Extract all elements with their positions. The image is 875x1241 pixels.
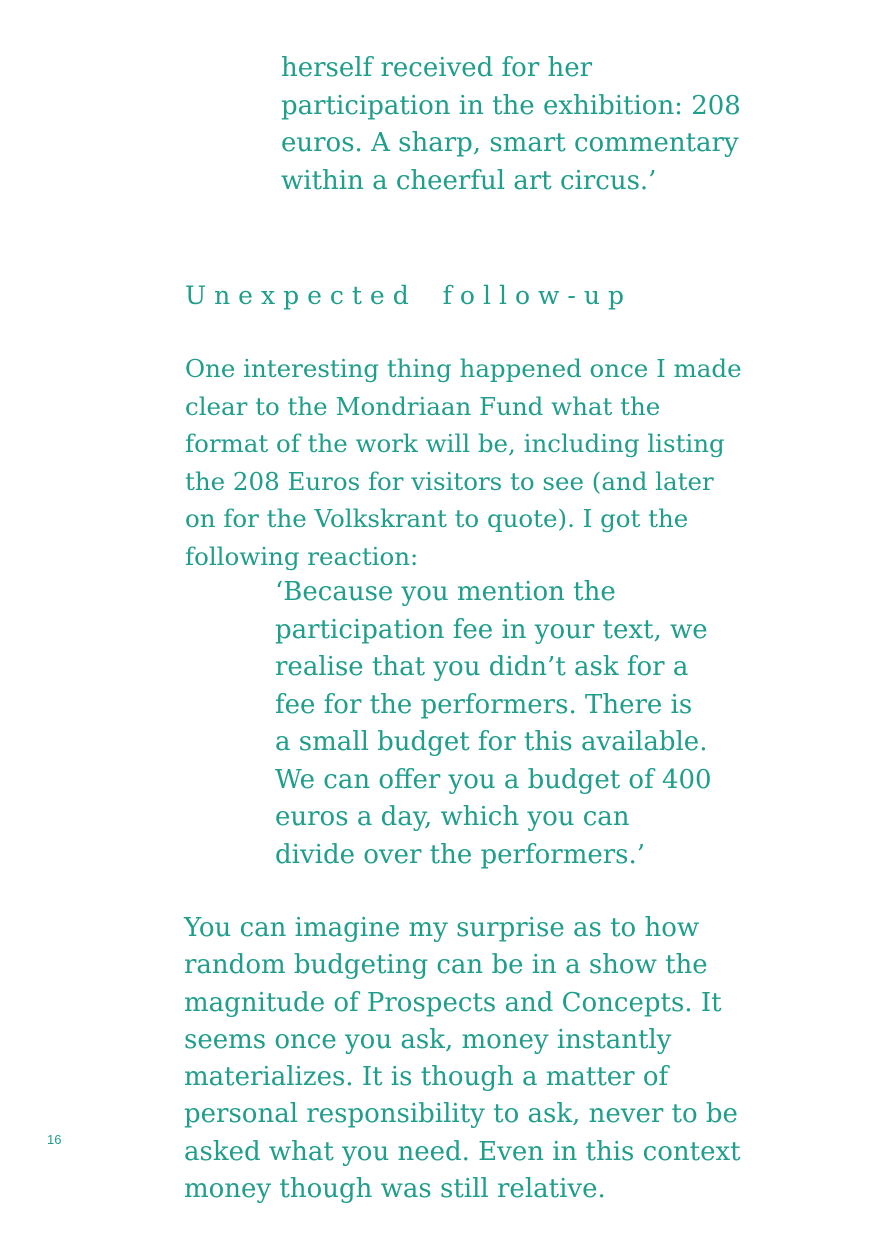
body-paragraph-1: One interesting thing happened once I made clear to the Mondriaan Fund what the format of the work will be, including listing the 208 Euros for visitors to see (and later on for the Volkskrant to quote). I got the following reaction: — [185, 354, 742, 571]
section-heading: Unexpected follow-up — [185, 281, 632, 310]
body-paragraph-2: You can imagine my surprise as to how random budgeting can be in a show the magnitude of Prospects and Concepts. It seems once you ask, money instantly materializes. It is though a matter of personal responsibility to ask, never to be asked what you need. Even in this context money though was still relative. — [184, 913, 741, 1205]
page-number: 16 — [47, 1132, 62, 1147]
block-quote-continued: herself received for her participation in the exhibition: 208 euros. A sharp, smart commentary within a cheerful art circus.’ — [281, 53, 741, 196]
block-quote: ‘Because you mention the participation fee in your text, we realise that you didn’t ask for a fee for the performers. There is a small budget for this available. We can offer you a budget of 400 euros a day, which you can divide over the performers.’ — [275, 577, 712, 870]
